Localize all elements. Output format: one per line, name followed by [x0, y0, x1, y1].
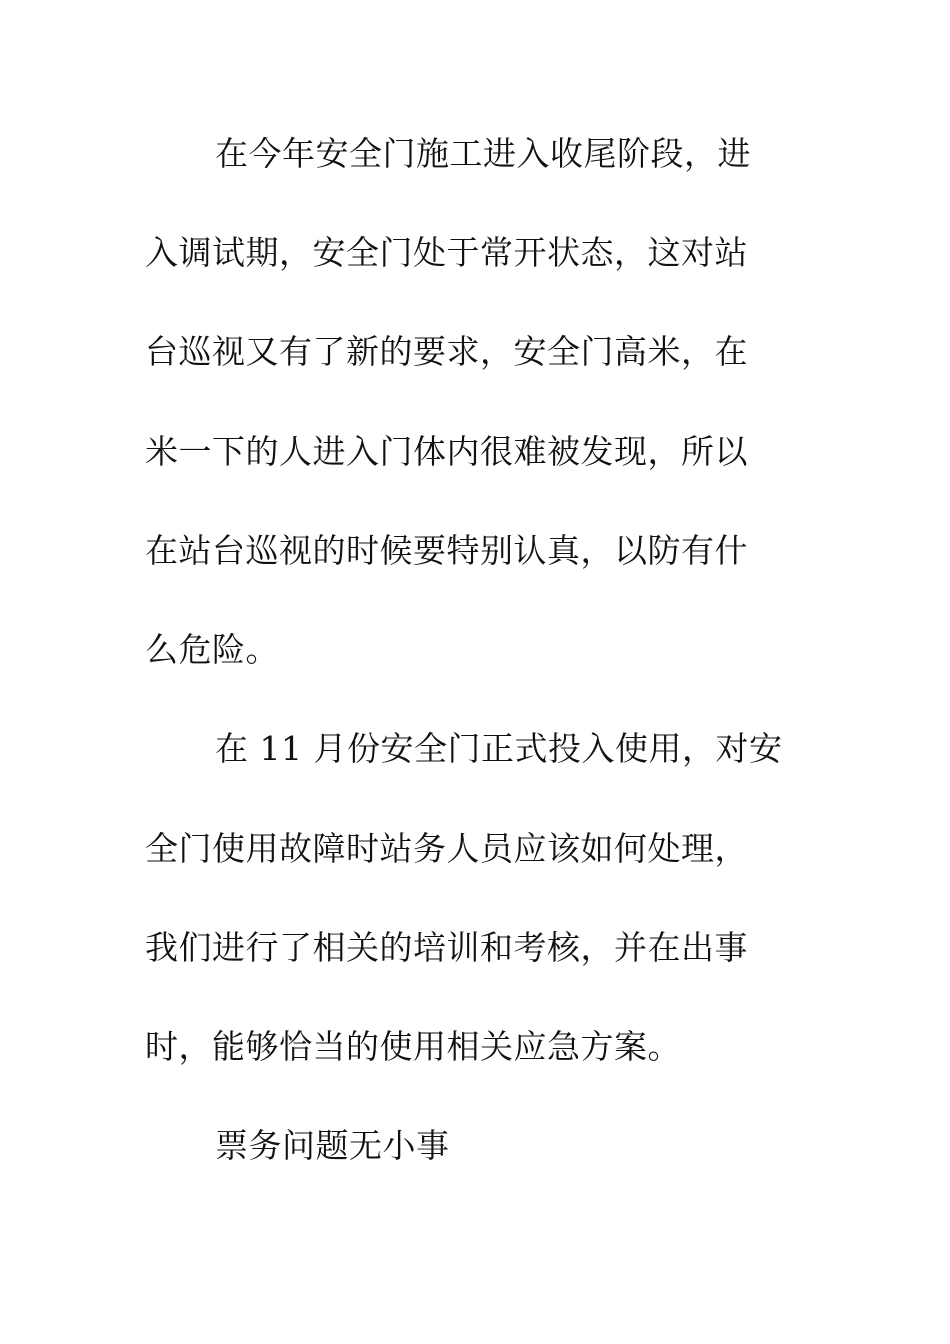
paragraph-2-line-4: 时，能够恰当的使用相关应急方案。	[145, 1027, 681, 1066]
paragraph-1-line-5: 在站台巡视的时候要特别认真，以防有什	[145, 531, 748, 570]
paragraph-2-line-1: 在 11 月份安全门正式投入使用，对安	[215, 729, 783, 768]
paragraph-1-line-4: 米一下的人进入门体内很难被发现，所以	[145, 432, 748, 471]
section-heading: 票务问题无小事	[215, 1126, 450, 1165]
paragraph-2-line-3: 我们进行了相关的培训和考核，并在出事	[145, 928, 748, 967]
paragraph-1-line-2: 入调试期，安全门处于常开状态，这对站	[145, 233, 748, 272]
paragraph-2-line-2: 全门使用故障时站务人员应该如何处理，	[145, 829, 748, 868]
paragraph-1-line-1: 在今年安全门施工进入收尾阶段，进	[215, 134, 751, 173]
paragraph-1-line-6: 么危险。	[145, 630, 279, 669]
paragraph-1-line-3: 台巡视又有了新的要求，安全门高米，在	[145, 332, 748, 371]
